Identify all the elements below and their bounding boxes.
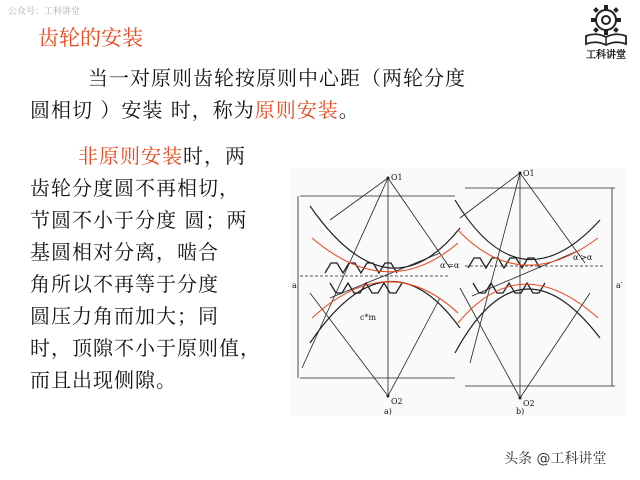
label-o2-a: O2 [391, 397, 403, 406]
label-dim-a-prime: a′ [616, 281, 623, 290]
label-panel-b: b) [516, 407, 525, 416]
nonstandard-paragraph [30, 140, 300, 396]
intro-line-1: 当一对原则齿轮按原则中心距（两轮分度 [88, 66, 466, 90]
logo [576, 2, 636, 64]
intro-line-2: 圆相切 ）安装 时，称为原则安装。 [30, 98, 360, 122]
nonstandard-line: 时，顶隙不小于原则值， [30, 336, 261, 360]
nonstandard-line: 基圆相对分离，啮合 [30, 240, 219, 264]
label-alpha-prime: α′>α [573, 253, 593, 262]
slide-title: 齿轮的安装 [38, 26, 143, 50]
label-alpha-eq: α′=α [440, 261, 460, 270]
label-o1-a: O1 [391, 173, 403, 182]
label-o1-b: O1 [523, 169, 535, 178]
nonstandard-line: 节圆不小于分度 圆；两 [30, 208, 248, 232]
label-panel-a: a) [384, 407, 392, 416]
nonstandard-install-term: 非原则安装 [78, 144, 183, 168]
watermark-text: 公众号：工科讲堂 [8, 7, 81, 17]
logo-label: 工科讲堂 [586, 50, 626, 61]
nonstandard-line: 而且出现侧隙。 [30, 368, 177, 392]
standard-install-term: 原则安装 [254, 98, 339, 122]
label-o2-b: O2 [523, 399, 535, 408]
gear-book-icon [576, 2, 636, 46]
gear-meshing-diagram [290, 168, 625, 416]
source-credit: 头条 @工科讲堂 [504, 451, 607, 467]
nonstandard-line: 齿轮分度圆不再相切， [30, 176, 240, 200]
label-dim-a: a [292, 281, 297, 290]
intro-paragraph [30, 62, 570, 126]
label-cstar-m: c*m [360, 313, 377, 322]
nonstandard-line-1: 非原则安装时，两 [78, 144, 246, 168]
nonstandard-line: 圆压力角而加大；同 [30, 304, 219, 328]
nonstandard-line: 角所以不再等于分度 [30, 272, 219, 296]
